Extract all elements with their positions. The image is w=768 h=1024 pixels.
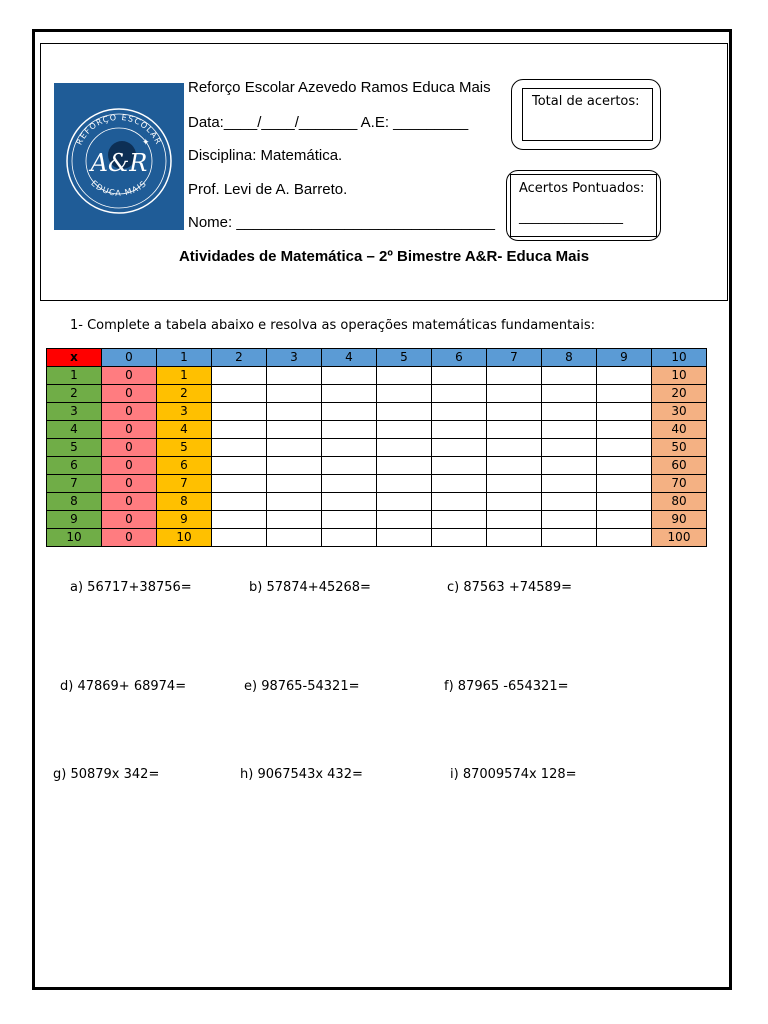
answer-cell[interactable]	[322, 385, 377, 403]
table-header-cell: 10	[652, 349, 707, 367]
operation-a: a) 56717+38756=	[70, 580, 192, 595]
row-label-cell: 1	[47, 367, 102, 385]
answer-cell[interactable]	[267, 493, 322, 511]
answer-cell[interactable]	[597, 475, 652, 493]
product-cell-0: 0	[102, 385, 157, 403]
answer-cell[interactable]	[267, 385, 322, 403]
points-line: ________________	[519, 210, 623, 225]
answer-cell[interactable]	[487, 439, 542, 457]
product-cell-10: 60	[652, 457, 707, 475]
operation-c: c) 87563 +74589=	[447, 580, 572, 595]
answer-cell[interactable]	[432, 439, 487, 457]
school-logo	[54, 83, 184, 230]
product-cell-1: 3	[157, 403, 212, 421]
answer-cell[interactable]	[267, 403, 322, 421]
product-cell-0: 0	[102, 421, 157, 439]
product-cell-0: 0	[102, 493, 157, 511]
answer-cell[interactable]	[432, 475, 487, 493]
product-cell-1: 6	[157, 457, 212, 475]
answer-cell[interactable]	[267, 367, 322, 385]
points-label: Acertos Pontuados:	[519, 181, 645, 196]
row-label-cell: 9	[47, 511, 102, 529]
product-cell-0: 0	[102, 457, 157, 475]
table-row	[47, 511, 707, 529]
product-cell-10: 90	[652, 511, 707, 529]
answer-cell[interactable]	[597, 385, 652, 403]
answer-cell[interactable]	[432, 421, 487, 439]
answer-cell[interactable]	[487, 403, 542, 421]
row-label-cell: 2	[47, 385, 102, 403]
table-header-cell: 6	[432, 349, 487, 367]
answer-cell[interactable]	[212, 493, 267, 511]
table-header-cell: 0	[102, 349, 157, 367]
answer-cell[interactable]	[597, 367, 652, 385]
table-row	[47, 529, 707, 547]
answer-cell[interactable]	[542, 367, 597, 385]
answer-cell[interactable]	[597, 403, 652, 421]
product-cell-0: 0	[102, 439, 157, 457]
answer-cell[interactable]	[377, 421, 432, 439]
answer-cell[interactable]	[432, 529, 487, 547]
row-label-cell: 6	[47, 457, 102, 475]
answer-cell[interactable]	[432, 403, 487, 421]
operation-b: b) 57874+45268=	[249, 580, 371, 595]
answer-cell[interactable]	[322, 511, 377, 529]
answer-cell[interactable]	[377, 457, 432, 475]
answer-cell[interactable]	[322, 493, 377, 511]
table-header-cell: 8	[542, 349, 597, 367]
answer-cell[interactable]	[377, 367, 432, 385]
table-header-cell: 2	[212, 349, 267, 367]
answer-cell[interactable]	[542, 511, 597, 529]
answer-cell[interactable]	[487, 493, 542, 511]
answer-cell[interactable]	[212, 421, 267, 439]
answer-cell[interactable]	[432, 385, 487, 403]
answer-cell[interactable]	[597, 493, 652, 511]
answer-cell[interactable]	[377, 475, 432, 493]
answer-cell[interactable]	[542, 403, 597, 421]
teacher-line: Prof. Levi de A. Barreto.	[188, 181, 348, 198]
product-cell-1: 9	[157, 511, 212, 529]
answer-cell[interactable]	[487, 475, 542, 493]
product-cell-1: 2	[157, 385, 212, 403]
operation-i: i) 87009574x 128=	[450, 767, 577, 782]
answer-cell[interactable]	[212, 439, 267, 457]
table-row	[47, 385, 707, 403]
sparkle-icon: ✦	[142, 138, 150, 148]
product-cell-1: 1	[157, 367, 212, 385]
answer-cell[interactable]	[377, 439, 432, 457]
answer-cell[interactable]	[212, 511, 267, 529]
answer-cell[interactable]	[322, 439, 377, 457]
answer-cell[interactable]	[432, 457, 487, 475]
table-header-cell: 7	[487, 349, 542, 367]
answer-cell[interactable]	[597, 529, 652, 547]
product-cell-10: 10	[652, 367, 707, 385]
product-cell-1: 10	[157, 529, 212, 547]
product-cell-0: 0	[102, 403, 157, 421]
answer-cell[interactable]	[267, 475, 322, 493]
name-line[interactable]: Nome: _______________________________	[188, 214, 495, 231]
table-row	[47, 367, 707, 385]
answer-cell[interactable]	[212, 403, 267, 421]
table-header-cell: 5	[377, 349, 432, 367]
answer-cell[interactable]	[212, 367, 267, 385]
table-row	[47, 439, 707, 457]
product-cell-10: 100	[652, 529, 707, 547]
answer-cell[interactable]	[267, 511, 322, 529]
date-line[interactable]: Data:____/____/_______ A.E: _________	[188, 114, 469, 131]
table-row	[47, 403, 707, 421]
product-cell-1: 5	[157, 439, 212, 457]
answer-cell[interactable]	[322, 457, 377, 475]
table-row	[47, 493, 707, 511]
answer-cell[interactable]	[322, 367, 377, 385]
answer-cell[interactable]	[542, 385, 597, 403]
answer-cell[interactable]	[487, 529, 542, 547]
operation-d: d) 47869+ 68974=	[60, 679, 187, 694]
answer-cell[interactable]	[267, 529, 322, 547]
operation-f: f) 87965 -654321=	[444, 679, 569, 694]
answer-cell[interactable]	[597, 511, 652, 529]
answer-cell[interactable]	[212, 385, 267, 403]
answer-cell[interactable]	[377, 511, 432, 529]
answer-cell[interactable]	[487, 385, 542, 403]
logo-top-text: REFORÇO ESCOLAR	[74, 112, 164, 147]
answer-cell[interactable]	[542, 493, 597, 511]
product-cell-1: 8	[157, 493, 212, 511]
answer-cell[interactable]	[377, 385, 432, 403]
row-label-cell: 5	[47, 439, 102, 457]
row-label-cell: 4	[47, 421, 102, 439]
answer-cell[interactable]	[597, 439, 652, 457]
table-header-cell: 9	[597, 349, 652, 367]
subject-line: Disciplina: Matemática.	[188, 147, 343, 164]
answer-cell[interactable]	[322, 403, 377, 421]
answer-cell[interactable]	[487, 367, 542, 385]
answer-cell[interactable]	[432, 493, 487, 511]
instruction-text: 1- Complete a tabela abaixo e resolva as operações matemáticas fundamentais:	[70, 318, 595, 333]
row-label-cell: 8	[47, 493, 102, 511]
answer-cell[interactable]	[597, 457, 652, 475]
answer-cell[interactable]	[432, 511, 487, 529]
answer-cell[interactable]	[377, 403, 432, 421]
row-label-cell: 7	[47, 475, 102, 493]
table-header-cell: 4	[322, 349, 377, 367]
answer-cell[interactable]	[487, 457, 542, 475]
answer-cell[interactable]	[212, 457, 267, 475]
answer-cell[interactable]	[542, 439, 597, 457]
row-label-cell: 3	[47, 403, 102, 421]
product-cell-10: 40	[652, 421, 707, 439]
product-cell-1: 4	[157, 421, 212, 439]
answer-cell[interactable]	[267, 439, 322, 457]
svg-text:EDUCA MAIS	[89, 179, 148, 198]
logo-bottom-text: EDUCA MAIS	[89, 178, 149, 198]
total-score-label: Total de acertos:	[532, 94, 640, 109]
table-corner-cell: x	[47, 349, 102, 367]
product-cell-0: 0	[102, 529, 157, 547]
answer-cell[interactable]	[487, 511, 542, 529]
answer-cell[interactable]	[212, 529, 267, 547]
multiplication-table	[46, 348, 707, 547]
answer-cell[interactable]	[542, 475, 597, 493]
activity-title: Atividades de Matemática – 2º Bimestre A&R- Educa Mais	[178, 248, 590, 265]
answer-cell[interactable]	[322, 475, 377, 493]
logo-monogram: A&R	[90, 149, 148, 177]
answer-cell[interactable]	[267, 421, 322, 439]
table-row	[47, 457, 707, 475]
product-cell-0: 0	[102, 475, 157, 493]
product-cell-10: 50	[652, 439, 707, 457]
product-cell-1: 7	[157, 475, 212, 493]
table-row	[47, 475, 707, 493]
answer-cell[interactable]	[322, 421, 377, 439]
answer-cell[interactable]	[542, 421, 597, 439]
row-label-cell: 10	[47, 529, 102, 547]
answer-cell[interactable]	[377, 493, 432, 511]
answer-cell[interactable]	[432, 367, 487, 385]
answer-cell[interactable]	[267, 457, 322, 475]
operation-h: h) 9067543x 432=	[240, 767, 363, 782]
answer-cell[interactable]	[377, 529, 432, 547]
product-cell-0: 0	[102, 367, 157, 385]
answer-cell[interactable]	[322, 529, 377, 547]
product-cell-10: 70	[652, 475, 707, 493]
answer-cell[interactable]	[542, 529, 597, 547]
product-cell-10: 30	[652, 403, 707, 421]
table-row	[47, 421, 707, 439]
operation-g: g) 50879x 342=	[53, 767, 160, 782]
product-cell-10: 20	[652, 385, 707, 403]
answer-cell[interactable]	[487, 421, 542, 439]
table-header-cell: 3	[267, 349, 322, 367]
answer-cell[interactable]	[542, 457, 597, 475]
table-header-row	[47, 349, 707, 367]
product-cell-10: 80	[652, 493, 707, 511]
answer-cell[interactable]	[212, 475, 267, 493]
table-header-cell: 1	[157, 349, 212, 367]
school-name: Reforço Escolar Azevedo Ramos Educa Mais	[188, 79, 491, 96]
answer-cell[interactable]	[597, 421, 652, 439]
product-cell-0: 0	[102, 511, 157, 529]
operation-e: e) 98765-54321=	[244, 679, 360, 694]
